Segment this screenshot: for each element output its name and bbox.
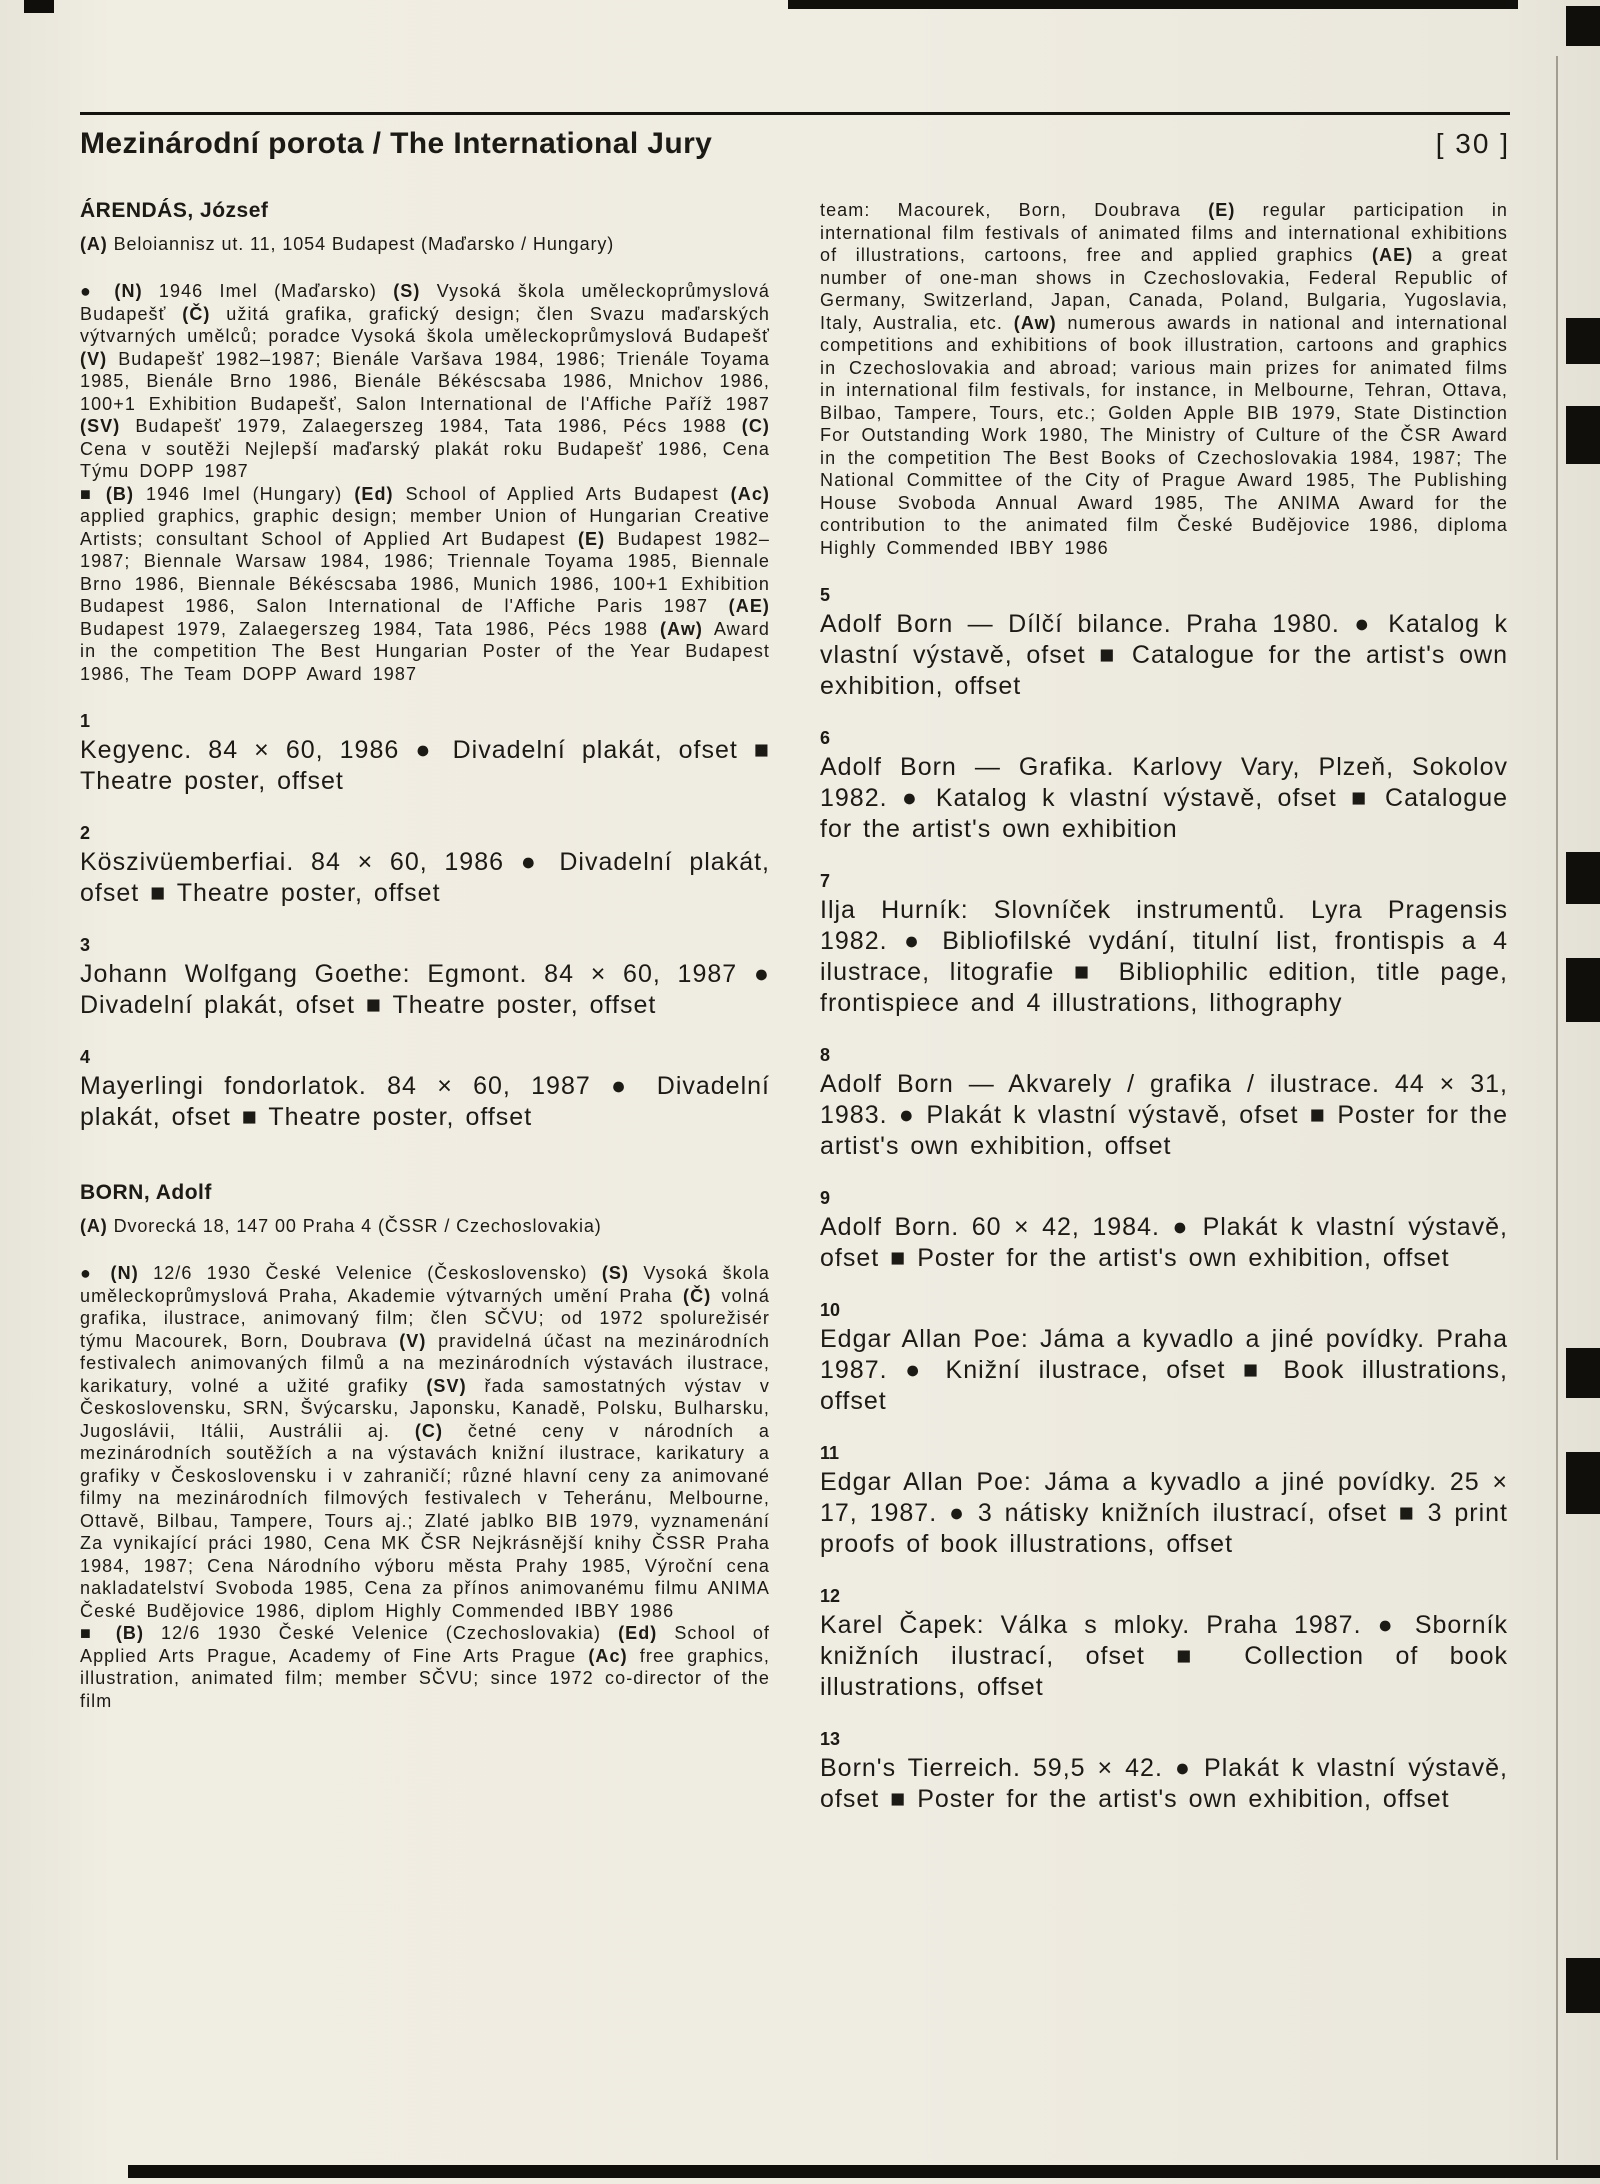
work-number: 7 [820,871,831,891]
entry-arendas [80,199,770,1133]
work-text: Köszivüemberfiai. 84 × 60, 1986 ● Divadelní plakát, ofset ■ Theatre poster, offset [80,848,770,907]
work-item [820,1729,1508,1815]
scan-artifact [1566,1958,1600,2013]
work-item [80,1047,770,1133]
work-text: Mayerlingi fondorlatok. 84 × 60, 1987 ● Divadelní plakát, ofset ■ Theatre poster, offset [80,1072,770,1131]
work-item [820,1586,1508,1703]
work-number: 11 [820,1443,840,1463]
work-item [80,823,770,909]
work-number: 8 [820,1045,831,1065]
page-header [80,0,1510,161]
bio-czech: ● (N) 12/6 1930 České Velenice (Československo) (S) Vysoká škola uměleckoprůmyslová Praha, Akademie výtvarných umění Praha (Č) volná grafika, ilustrace, animovaný film; člen SČVU; od 1972 spolurežisér týmu Macourek, Born, Doubrava (V) pravidelná účast na mezinárodních festivalech animovaných filmů a na mezinárodních výstavách ilustrace, karikatury, volné a užité grafiky (SV) řada samostatných výstav v Československu, SRN, Švýcarsku, Japonsku, Kanadě, Polsku, Bulharsku, Jugoslávii, Itálii, Austrálii aj. (C) četné ceny v národních a mezinárodních soutěžích a na výstavách knižní ilustrace, karikatury a grafiky v Československu i v zahraničí; různé hlavní ceny za animované filmy na mezinárodních filmových festivalech v Teheránu, Melbourne, Ottavě, Bilbau, Tampere, Tours aj.; Zlaté jablko BIB 1979, vyznamenání Za vynikající práci 1980, Cena MK ČSR Nejkrásnější knihy ČSSR Praha 1984, 1987; Cena Národního výboru města Prahy 1985, Výroční cena nakladatelství Svoboda 1985, Cena za přínos animovanému filmu ANIMA České Budějovice 1986, diplom Highly Commended IBBY 1986 [80,1263,770,1621]
work-text: Karel Čapek: Válka s mloky. Praha 1987. ● Sborník knižních ilustrací, ofset ■ Collection of book illustrations, offset [820,1611,1508,1701]
work-item [820,585,1508,702]
bio-english-start: ■ (B) 12/6 1930 České Velenice (Czechoslovakia) (Ed) School of Applied Arts Prague, Academy of Fine Arts Prague (Ac) free graphics, illustration, animated film; member SČVU; since 1972 co-director of the film [80,1623,770,1711]
two-column-layout [80,199,1600,1815]
artist-name-arendas: ÁRENDÁS, József [80,199,269,222]
scan-artifact [788,0,1518,9]
work-number: 3 [80,935,91,955]
page-edge-line [1556,56,1558,2160]
work-item [80,935,770,1021]
work-item [820,728,1508,845]
work-text: Ilja Hurník: Slovníček instrumentů. Lyra Pragensis 1982. ● Bibliofilské vydání, titulní list, frontispis a 4 ilustrace, litografie ■ Bibliophilic edition, title page, frontispiece and 4 illustrations, lithography [820,896,1508,1017]
work-text: Edgar Allan Poe: Jáma a kyvadlo a jiné povídky. Praha 1987. ● Knižní ilustrace, ofset ■ Book illustrations, offset [820,1325,1508,1415]
right-column [820,199,1508,1815]
work-item [820,1443,1508,1560]
left-column [80,199,770,1815]
page-number: [ 30 ] [1435,128,1510,159]
artist-address: (A) Beloiannisz ut. 11, 1054 Budapest (Maďarsko / Hungary) [80,234,615,254]
work-number: 12 [820,1586,841,1606]
work-number: 2 [80,823,91,843]
works-list [820,585,1508,1815]
scan-artifact [1566,406,1600,464]
artist-name-born: BORN, Adolf [80,1181,212,1204]
entry-born [80,1181,770,1712]
scan-artifact [24,0,54,13]
work-text: Adolf Born — Grafika. Karlovy Vary, Plzeň, Sokolov 1982. ● Katalog k vlastní výstavě, ofset ■ Catalogue for the artist's own exhibition [820,753,1508,843]
work-text: Johann Wolfgang Goethe: Egmont. 84 × 60, 1987 ● Divadelní plakát, ofset ■ Theatre poster, offset [80,960,770,1019]
works-list [80,711,770,1133]
scan-artifact [1566,318,1600,364]
work-item [820,1188,1508,1274]
bio-english: ■ (B) 1946 Imel (Hungary) (Ed) School of Applied Arts Budapest (Ac) applied graphics, graphic design; member Union of Hungarian Creative Artists; consultant School of Applied Art Budapest (E) Budapest 1982–1987; Biennale Warsaw 1984, 1986; Triennale Toyama 1985, Biennale Brno 1986, Biennale Békéscsaba 1986, Munich 1986, 100+1 Exhibition Budapest 1986, Salon International de l'Affiche Paris 1987 (AE) Budapest 1979, Zalaegerszeg 1984, Tata 1986, Pécs 1988 (Aw) Award in the competition The Best Hungarian Poster of the Year Budapest 1986, The Team DOPP Award 1987 [80,483,770,684]
work-text: Adolf Born. 60 × 42, 1984. ● Plakát k vlastní výstavě, ofset ■ Poster for the artist's own exhibition, offset [820,1213,1508,1272]
header-rule-row [80,112,1510,161]
scan-artifact [1566,852,1600,904]
work-number: 1 [80,711,91,731]
scan-artifact [128,2165,1600,2178]
artist-address: (A) Dvorecká 18, 147 00 Praha 4 (ČSSR / Czechoslovakia) [80,1216,602,1236]
scan-artifact [1566,1452,1600,1514]
work-text: Adolf Born — Dílčí bilance. Praha 1980. ● Katalog k vlastní výstavě, ofset ■ Catalogue for the artist's own exhibition, offset [820,610,1508,700]
work-item [820,1045,1508,1162]
work-number: 5 [820,585,831,605]
work-item [80,711,770,797]
work-text: Born's Tierreich. 59,5 × 42. ● Plakát k vlastní výstavě, ofset ■ Poster for the artist's own exhibition, offset [820,1754,1508,1813]
work-number: 9 [820,1188,831,1208]
work-text: Edgar Allan Poe: Jáma a kyvadlo a jiné povídky. 25 × 17, 1987. ● 3 nátisky knižních ilustrací, ofset ■ 3 print proofs of book illustrations, offset [820,1468,1508,1558]
bio-english-continued: team: Macourek, Born, Doubrava (E) regular participation in international film festivals of animated films and international exhibitions of illustrations, cartoons, free and applied graphics (AE) a great number of one-man shows in Czechoslovakia, Federal Republic of Germany, Switzerland, Japan, Canada, Poland, Bulgaria, Yugoslavia, Italy, Australia, etc. (Aw) numerous awards in national and international competitions and exhibitions of book illustration, cartoons and graphics in Czechoslovakia and abroad; various main prizes for animated films in international film festivals, for instance, in Melbourne, Tehran, Ottava, Bilbao, Tampere, Tours, etc.; Golden Apple BIB 1979, State Distinction For Outstanding Work 1980, The Ministry of Culture of the ČSR Award in the competition The Best Books of Czechoslovakia 1984, 1987; The National Committee of the City of Prague Award 1985, The Publishing House Svoboda Annual Award 1985, The ANIMA Award for the contribution to the animated film České Budějovice 1986, diploma Highly Commended IBBY 1986 [820,200,1508,558]
scan-artifact [1566,1348,1600,1398]
page-title: Mezinárodní porota / The International Jury [80,127,713,160]
work-item [820,1300,1508,1417]
work-number: 4 [80,1047,91,1067]
work-text: Kegyenc. 84 × 60, 1986 ● Divadelní plakát, ofset ■ Theatre poster, offset [80,736,770,795]
bio-czech: ● (N) 1946 Imel (Maďarsko) (S) Vysoká škola uměleckoprůmyslová Budapešť (Č) užitá grafika, grafický design; člen Svazu maďarských výtvarných umělců; poradce Vysoká škola uměleckoprůmyslová Budapešť (V) Budapešť 1982–1987; Bienále Varšava 1984, 1986; Trienále Toyama 1985, Bienále Brno 1986, Bienále Békéscsaba 1986, Mnichov 1986, 100+1 Exhibition Budapešť, Salon International de l'Affiche Paříž 1987 (SV) Budapešť 1979, Zalaegerszeg 1984, Tata 1986, Pécs 1988 (C) Cena v soutěži Nejlepší maďarský plakát roku Budapešť 1986, Cena Týmu DOPP 1987 [80,281,770,481]
scan-artifact [1566,958,1600,1022]
work-number: 10 [820,1300,841,1320]
work-number: 6 [820,728,831,748]
scan-artifact [1566,6,1600,46]
work-number: 13 [820,1729,841,1749]
work-text: Adolf Born — Akvarely / grafika / ilustrace. 44 × 31, 1983. ● Plakát k vlastní výstavě, ofset ■ Poster for the artist's own exhibition, offset [820,1070,1508,1160]
work-item [820,871,1508,1019]
